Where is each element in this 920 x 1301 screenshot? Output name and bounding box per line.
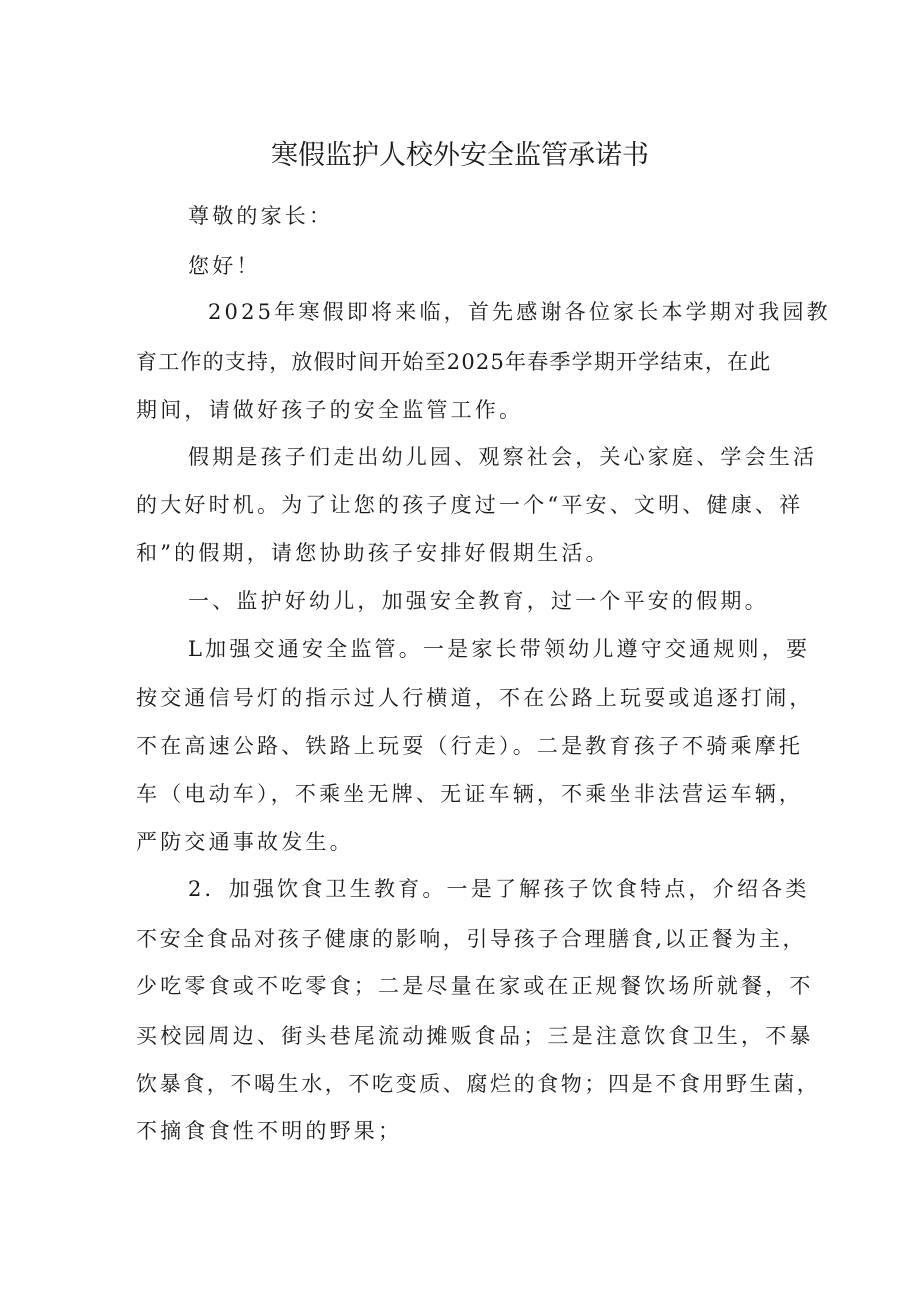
paragraph-3-line-5: 严防交通事故发生。 [136,830,354,854]
paragraph-3-line-3: 不在高速公路、铁路上玩耍（行走）。二是教育孩子不骑乘摩托 [136,734,804,758]
paragraph-1-line-2: 育工作的支持，放假时间开始至2025年春季学期开学结束，在此 [136,350,772,374]
paragraph-4-line-1: 2．加强饮食卫生教育。一是了解孩子饮食特点，介绍各类 [188,877,810,901]
paragraph-2-line-2: 的大好时机。为了让您的孩子度过一个“平安、文明、健康、祥 [136,493,804,517]
paragraph-4-line-4: 买校园周边、街头巷尾流动摊贩食品；三是注意饮食卫生，不暴 [136,1024,814,1048]
paragraph-4-line-2: 不安全食品对孩子健康的影响，引导孩子合理膳食,以正餐为主， [136,927,807,951]
paragraph-4-line-5: 饮暴食，不喝生水，不吃变质、腐烂的食物；四是不食用野生菌， [136,1072,821,1096]
hello: 您好！ [188,254,261,278]
paragraph-2-line-1: 假期是孩子们走出幼儿园、观察社会，关心家庭、学会生活 [188,445,818,469]
paragraph-1-line-3: 期间，请做好孩子的安全监管工作。 [136,398,524,422]
paragraph-3-line-2: 按交通信号灯的指示过人行横道，不在公路上玩耍或追逐打闹， [136,686,814,710]
greeting: 尊敬的家长： [188,204,334,228]
paragraph-1-line-1: 2025年寒假即将来临，首先感谢各位家长本学期对我园教 [208,300,831,324]
document-title: 寒假监护人校外安全监管承诺书 [271,140,649,171]
paragraph-4-line-3: 少吃零食或不吃零食；二是尽量在家或在正规餐饮场所就餐，不 [136,974,814,998]
paragraph-3-line-1: L加强交通安全监管。一是家长带领幼儿遵守交通规则，要 [188,637,811,661]
paragraph-3-line-4: 车（电动车），不乘坐无牌、无证车辆，不乘坐非法营运车辆， [136,782,804,806]
paragraph-2-line-3: 和”的假期，请您协助孩子安排好假期生活。 [136,541,610,565]
section-heading-1: 一、监护好幼儿，加强安全教育，过一个平安的假期。 [188,589,769,613]
paragraph-4-line-6: 不摘食食性不明的野果； [136,1119,403,1143]
